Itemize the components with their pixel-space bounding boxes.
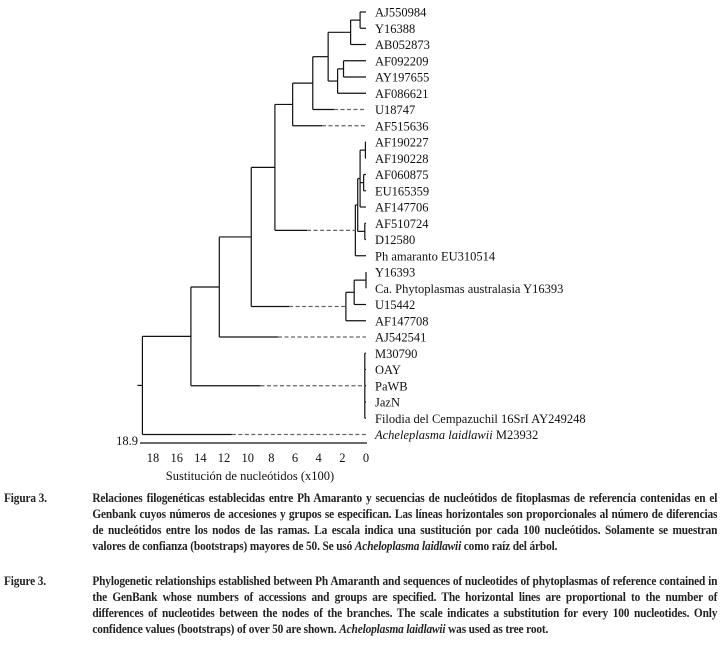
- leaf-label: [375, 71, 429, 85]
- leaf-name: AF086621: [375, 86, 429, 101]
- leaf-name: Ca. Phytoplasmas australasia Y16393: [375, 281, 564, 296]
- leaf-name: AF147708: [375, 314, 429, 329]
- leaf-name: U18747: [375, 103, 416, 117]
- tick-label: 16: [170, 451, 183, 465]
- leaf-label: [375, 152, 428, 166]
- caption-english: [4, 573, 718, 637]
- leaf-labels: [374, 6, 586, 443]
- leaf-name: Filodia del Cempazuchil 16SrI AY249248: [375, 411, 586, 426]
- leaf-name: AF060875: [375, 168, 429, 182]
- tick-label: 4: [315, 451, 322, 465]
- leaf-label: [375, 119, 428, 133]
- leaf-name: AJ550984: [375, 5, 427, 20]
- leaf-label: [375, 87, 428, 101]
- tick-label: 12: [217, 451, 231, 465]
- leaf-label: [375, 217, 429, 231]
- caption-text: Relaciones filogenéticas establecidas entre Ph Amaranto y secuencias de nucleótidos de fitoplasmas de referencia contenidas en el Genbank cuyos números de accesiones y grupos se especifican. Las líneas horizontales son proporcionales al número de diferencias de nucleótidos entre los nodos de las ramas. La escala indica una sustitución por cada 100 nucleótidos. Solamente se muestran valores de confianza (bootstraps) mayores de 50. Se usó: [92, 491, 718, 553]
- leaf-label: [375, 249, 496, 263]
- axis-title: Sustitución de nucleótidos (x100): [165, 469, 335, 483]
- leaf-label: [375, 22, 415, 36]
- tick-label: 8: [268, 451, 275, 465]
- leaf-name: AF190228: [375, 151, 429, 166]
- caption-body: [92, 573, 717, 637]
- leaf-label: [375, 6, 427, 20]
- caption-species: Acheloplasma laidlawii: [339, 622, 446, 636]
- leaf-name: PaWB: [375, 379, 408, 394]
- leaf-name: OAY: [375, 363, 401, 377]
- caption-label: Figura 3.: [4, 491, 47, 505]
- leaf-name: Y16393: [375, 265, 416, 280]
- leaf-name: AJ542541: [375, 330, 427, 345]
- leaf-genus: Acheleplasma laidlawii: [375, 428, 493, 442]
- leaf-label: [375, 314, 428, 328]
- leaf-name: M30790: [375, 346, 418, 361]
- tick-label: 18: [146, 451, 160, 465]
- leaf-label: [375, 103, 415, 117]
- caption-species: Acheloplasma laidlawii: [354, 539, 462, 553]
- leaf-name: AF190227: [375, 135, 429, 150]
- leaf-name: AY197655: [375, 70, 430, 85]
- leaf-name: EU165359: [375, 184, 430, 199]
- leaf-label: [374, 428, 538, 442]
- tick-label: 0: [362, 451, 370, 465]
- leaf-name: AF515636: [375, 119, 429, 134]
- leaf-name: D12580: [375, 233, 416, 247]
- leaf-label: [375, 168, 428, 182]
- caption-spanish: [4, 490, 718, 554]
- leaf-name: AF510724: [375, 216, 429, 231]
- tick-label: 2: [339, 451, 346, 465]
- leaf-name: Ph amaranto EU310514: [375, 249, 496, 264]
- leaf-name: AF147706: [375, 200, 429, 215]
- leaf-label: [375, 136, 428, 150]
- root-distance-label: 18.9: [116, 434, 138, 448]
- leaf-name: U15442: [375, 298, 416, 312]
- leaf-label: [375, 396, 400, 410]
- leaf-name: AB052873: [375, 38, 430, 52]
- caption-text: was used as tree root.: [445, 622, 549, 636]
- tick-label: 6: [291, 451, 299, 465]
- leaf-label: [375, 38, 430, 52]
- leaf-label: [375, 184, 429, 198]
- caption-text: Phylogenetic relationships established between Ph Amaranth and sequences of nucleotides of phytoplasmas of reference contained in the GenBank whose numbers of accessions and groups are specified. The horizontal lines are proportional to the number of differences of nucleotides between the nodes of the branches. The scale indicates a substitution for every 100 nucleotides. Only confidence values (bootstraps) of over 50 are shown.: [92, 574, 718, 636]
- scale-axis: [116, 434, 369, 483]
- leaf-name: JazN: [375, 395, 400, 410]
- leaf-label: [375, 266, 415, 280]
- leaf-label: [375, 54, 428, 68]
- caption-label: Figure 3.: [4, 574, 46, 588]
- caption-body: [92, 490, 717, 554]
- leaf-label: [375, 379, 408, 393]
- leaf-name: AF092209: [375, 54, 429, 69]
- leaf-label: [375, 201, 428, 215]
- tree-branches: [137, 12, 366, 435]
- leaf-label: [375, 363, 401, 377]
- tick-label: 14: [194, 451, 207, 465]
- leaf-name: Y16388: [375, 21, 416, 36]
- leaf-name: M23932: [495, 428, 539, 442]
- leaf-label: [375, 282, 563, 296]
- tick-label: 10: [241, 451, 254, 465]
- leaf-label: [375, 298, 415, 312]
- leaf-label: [375, 412, 586, 426]
- leaf-label: [375, 331, 426, 345]
- caption-text: como raíz del árbol.: [461, 539, 558, 553]
- leaf-label: [375, 233, 415, 247]
- leaf-label: [375, 347, 417, 361]
